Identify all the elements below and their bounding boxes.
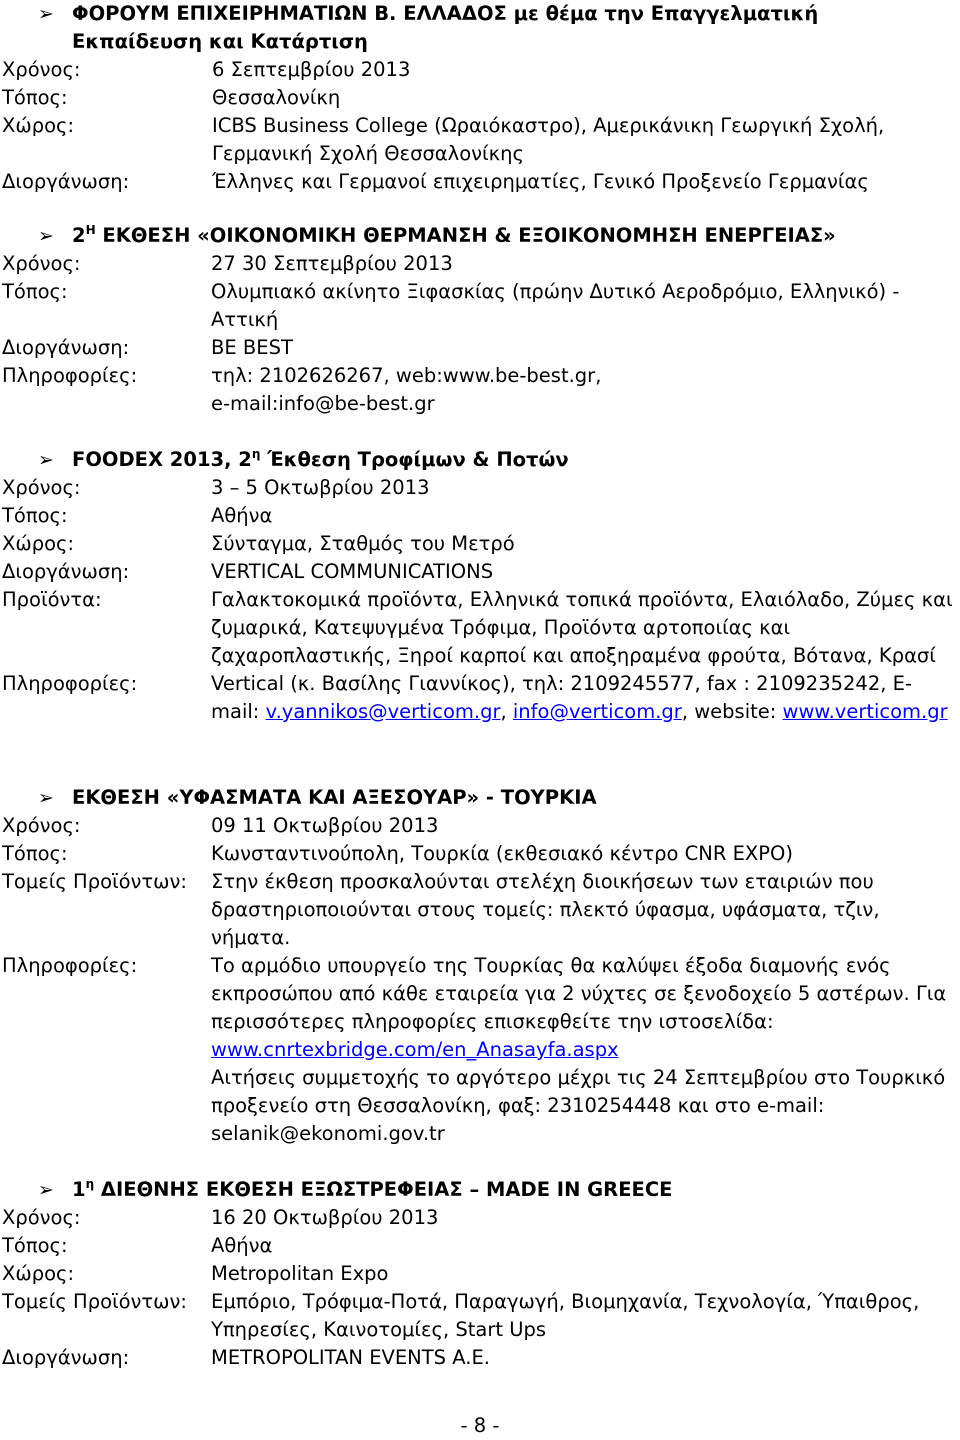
row-label: Τόπος: [2,504,68,527]
event-title-prefix: FOODEX 2013, 2 [72,448,252,471]
arrow-bullet-icon: ➢ [38,449,54,471]
info-row [0,112,960,168]
row-value [211,952,951,1148]
row-label: Χώρος: [2,114,75,137]
info-row [0,362,960,418]
event-title-superscript: η [251,447,261,461]
info-text: Το αρμόδιο υπουργείο της Τουρκίας θα καλύψει έξοδα διαμονής ενός εκπροσώπου από κάθε εταιρεία για 2 νύχτες σε ξενοδοχείο 5 αστέρων. Για περισσότερες πληροφορίες επισκεφθείτε την ιστοσελίδα: [211,954,947,1033]
event-title [0,0,892,56]
row-value: Σύνταγμα, Σταθμός του Μετρό [211,532,515,555]
arrow-bullet-icon: ➢ [38,225,54,247]
row-value [211,362,960,418]
info-row [0,1288,960,1344]
event-title [0,222,960,250]
contact-text: , website: [681,700,783,723]
row-label: Προϊόντα: [2,588,102,611]
row-label: Πληροφορίες: [2,954,138,977]
row-value: BE BEST [211,336,293,359]
row-value: Metropolitan Expo [211,1262,389,1285]
row-label: Διοργάνωση: [2,336,130,359]
row-value: 27 30 Σεπτεμβρίου 2013 [211,252,453,275]
row-label: Τόπος: [2,1234,68,1257]
row-label: Πληροφορίες: [2,672,138,695]
info-row [0,334,960,362]
row-value: 09 11 Οκτωβρίου 2013 [211,814,439,837]
event-title-superscript: η [85,1177,95,1191]
row-value [211,670,951,726]
row-label: Πληροφορίες: [2,364,138,387]
row-value: Στην έκθεση προσκαλούνται στελέχη διοικήσεων των εταιριών που δραστηριοποιούνται στους τομείς: πλεκτό ύφασμα, υφάσματα, τζιν, νήματα. [211,870,880,949]
event-title [0,784,960,812]
row-value: METROPOLITAN EVENTS A.E. [211,1346,490,1369]
event-title-text: Έκθεση Τροφίμων & Ποτών [267,448,569,471]
row-label: Χρόνος: [2,814,81,837]
row-label: Χώρος: [2,532,75,555]
row-value: ICBS Business College (Ωραιόκαστρο), Αμερικάνικη Γεωργική Σχολή, Γερμανική Σχολή Θεσσαλονίκης [212,114,885,165]
info-row [0,812,960,840]
row-label: Τομείς Προϊόντων: [2,870,187,893]
event-title-text: ΦΟΡΟΥΜ ΕΠΙΧΕΙΡΗΜΑΤΙΩΝ Β. ΕΛΛΑΔΟΣ με θέμα την Επαγγελματική Εκπαίδευση και Κατάρτιση [72,2,819,53]
row-value: VERTICAL COMMUNICATIONS [211,560,494,583]
info-row [0,1232,960,1260]
event-section-1 [0,0,960,196]
event-title-superscript: Η [85,223,96,237]
info-row [0,840,960,868]
row-label: Τόπος: [2,280,68,303]
row-value: Κωνσταντινούπολη, Τουρκία (εκθεσιακό κέντρο CNR EXPO) [211,842,793,865]
website-link[interactable]: www.cnrtexbridge.com/en_Anasayfa.aspx [211,1038,619,1061]
event-title-text: ΔΙΕΘΝΗΣ ΕΚΘΕΣΗ ΕΞΩΣΤΡΕΦΕΙΑΣ – MADE IN GREECE [100,1178,673,1201]
event-title [0,1176,960,1204]
email-link[interactable]: v.yannikos@verticom.gr [265,700,501,723]
info-row [0,1204,960,1232]
info-row [0,952,960,1148]
website-link[interactable]: www.verticom.gr [782,700,948,723]
arrow-bullet-icon: ➢ [38,3,54,25]
row-label: Διοργάνωση: [2,560,130,583]
info-row [0,84,960,112]
info-row [0,278,960,334]
contact-text: Vertical (κ. Βασίλης Γιαννίκος), τηλ: 2109245577, fax : 2109235242, E-mail: [211,672,913,723]
info-row [0,56,960,84]
event-section-5 [0,1176,960,1372]
arrow-bullet-icon: ➢ [38,787,54,809]
row-value: Αθήνα [211,1234,273,1257]
info-row [0,1260,960,1288]
info-row [0,168,960,196]
event-title-text: ΕΚΘΕΣΗ «ΟΙΚΟΝΟΜΙΚΗ ΘΕΡΜΑΝΣΗ & ΕΞΟΙΚΟΝΟΜΗΣΗ ΕΝΕΡΓΕΙΑΣ» [102,224,836,247]
row-label: Χρόνος: [2,476,81,499]
event-section-2 [0,222,960,418]
row-label: Διοργάνωση: [2,170,130,193]
event-title [0,446,960,474]
row-label: Χρόνος: [2,252,81,275]
info-row [0,474,960,502]
info-row [0,250,960,278]
separator: , [500,700,513,723]
info-row [0,670,960,726]
arrow-bullet-icon: ➢ [38,1179,54,1201]
event-title-text: ΕΚΘΕΣΗ «ΥΦΑΣΜΑΤΑ ΚΑΙ ΑΞΕΣΟΥΑΡ» - ΤΟΥΡΚΙΑ [72,786,597,809]
email-link[interactable]: info@verticom.gr [512,700,682,723]
event-section-4 [0,784,960,1148]
row-value: Έλληνες και Γερμανοί επιχειρηματίες, Γενικό Προξενείο Γερμανίας [212,170,869,193]
row-value: Αθήνα [211,504,273,527]
row-label: Διοργάνωση: [2,1346,130,1369]
row-label: Τόπος: [2,842,68,865]
contact-phone-web: τηλ: 2102626267, web:www.be-best.gr, [211,364,602,387]
row-label: Τόπος: [2,86,68,109]
event-title-number: 1 [72,1178,86,1201]
row-value: Γαλακτοκομικά προϊόντα, Ελληνικά τοπικά προϊόντα, Ελαιόλαδο, Ζύμες και ζυμαρικά, Κατεψυγμένα Τρόφιμα, Προϊόντα αρτοποιίας και ζαχαροπλαστικής, Ξηροί καρποί και αποξηραμένα φρούτα, Βότανα, Κρασί [211,588,953,667]
row-value: 3 – 5 Οκτωβρίου 2013 [211,476,430,499]
event-section-3 [0,446,960,726]
row-label: Χώρος: [2,1262,75,1285]
info-text-applications: Αιτήσεις συμμετοχής το αργότερο μέχρι τις 24 Σεπτεμβρίου στο Τουρκικό προξενείο στη Θεσσαλονίκη, φαξ: 2310254448 και στο e-mail: selanik@ekonomi.gov.tr [211,1066,946,1145]
row-value: 6 Σεπτεμβρίου 2013 [212,58,411,81]
info-row [0,1344,960,1372]
row-value: Ολυμπιακό ακίνητο Ξιφασκίας (πρώην Δυτικό Αεροδρόμιο, Ελληνικό) - Αττική [211,280,900,331]
row-value: 16 20 Οκτωβρίου 2013 [211,1206,439,1229]
page-number: - 8 - [460,1414,500,1437]
row-value: Εμπόριο, Τρόφιμα-Ποτά, Παραγωγή, Βιομηχανία, Τεχνολογία, Ύπαιθρος, Υπηρεσίες, Καινοτομίες, Start Ups [211,1290,920,1341]
row-label: Χρόνος: [2,1206,81,1229]
row-value: Θεσσαλονίκη [212,86,341,109]
contact-email: e-mail:info@be-best.gr [211,392,435,415]
event-title-number: 2 [72,224,86,247]
row-label: Τομείς Προϊόντων: [2,1290,187,1313]
info-row [0,586,960,670]
info-row [0,558,960,586]
info-row [0,530,960,558]
info-row [0,502,960,530]
row-label: Χρόνος: [2,58,81,81]
info-row [0,868,960,952]
